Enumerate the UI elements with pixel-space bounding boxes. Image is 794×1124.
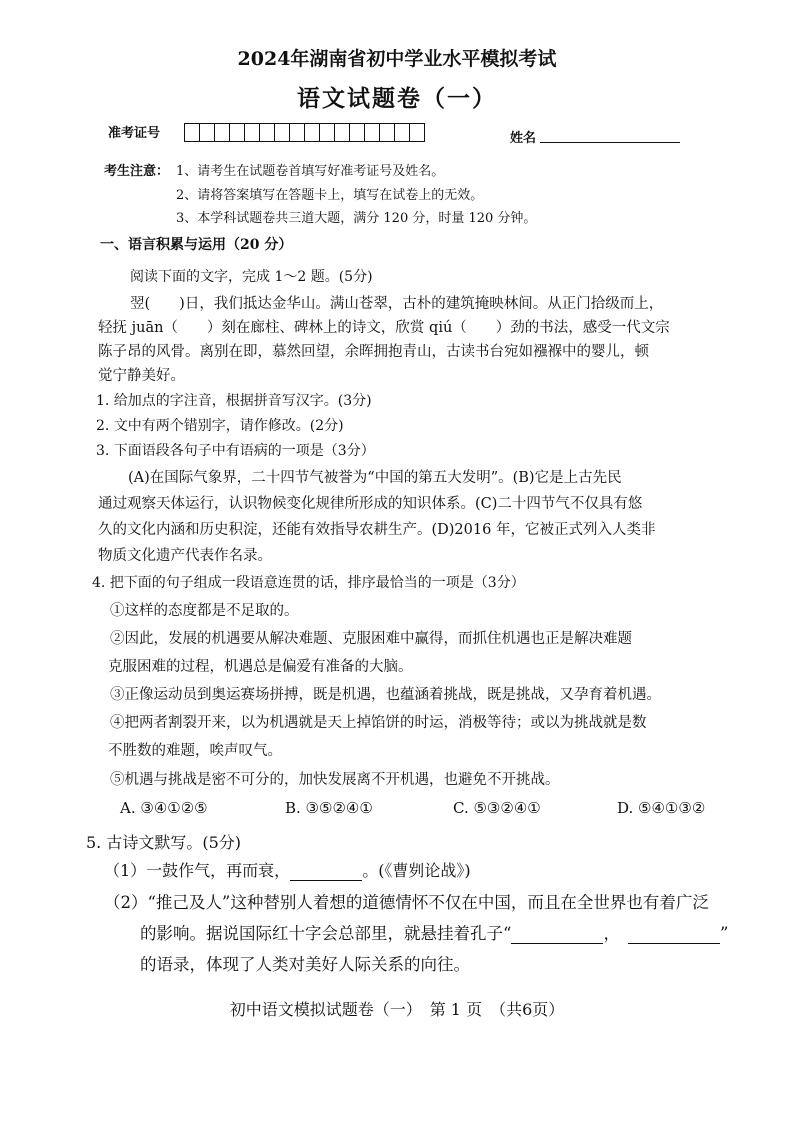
q3-line: 久的文化内涵和历史积淀，还能有效指导农耕生产。(D)2016 年，它被正式列入人类非 bbox=[98, 522, 656, 538]
reading-intro: 阅读下面的文字，完成 1～2 题。(5分) bbox=[130, 269, 373, 285]
passage-line: 觉宁静美好。 bbox=[98, 368, 185, 384]
q3-line: (A)在国际气象界，二十四节气被誉为“中国的第五大发明”。(B)它是上古先民 bbox=[128, 470, 622, 486]
candidate-id-boxes[interactable] bbox=[184, 123, 425, 142]
passage-line: 轻抚 juān（ ）刻在廊柱、碑林上的诗文，欣赏 qiú（ ）劲的书法，感受一代文宗 bbox=[98, 320, 670, 336]
q5-1-prompt: （1）一鼓作气，再而衰， bbox=[104, 861, 291, 880]
id-digit-box[interactable] bbox=[395, 124, 410, 141]
q4-sentence: ②因此，发展的机遇要从解决难题、克服困难中赢得，而抓住机遇也正是解决难题 bbox=[110, 631, 632, 647]
page-footer: 初中语文模拟试题卷（一） 第 1 页 （共6页） bbox=[229, 1000, 565, 1019]
id-digit-box[interactable] bbox=[305, 124, 320, 141]
section-heading: 一、语言积累与运用（20 分） bbox=[100, 237, 293, 253]
notice-item: 1、请考生在试题卷首填写好准考证号及姓名。 bbox=[176, 164, 445, 179]
id-digit-box[interactable] bbox=[320, 124, 335, 141]
q4-sentence: ⑤机遇与挑战是密不可分的，加快发展离不开机遇，也避免不开挑战。 bbox=[110, 772, 560, 788]
id-digit-box[interactable] bbox=[245, 124, 260, 141]
question-3: 3. 下面语段各句子中有语病的一项是（3分） bbox=[96, 443, 375, 459]
id-digit-box[interactable] bbox=[335, 124, 350, 141]
q4-sentence: 克服困难的过程，机遇总是偏爱有准备的大脑。 bbox=[108, 659, 413, 675]
candidate-id-label: 准考证号 bbox=[108, 126, 161, 141]
q5-1 bbox=[104, 858, 471, 881]
answer-blank[interactable] bbox=[290, 861, 362, 881]
id-digit-box[interactable] bbox=[410, 124, 424, 141]
id-digit-box[interactable] bbox=[350, 124, 365, 141]
id-digit-box[interactable] bbox=[230, 124, 245, 141]
exam-title: 2024年湖南省初中学业水平模拟考试 bbox=[237, 48, 557, 70]
paper-subtitle: 语文试题卷（一） bbox=[297, 85, 497, 112]
q3-line: 通过观察天体运行，认识物候变化规律所形成的知识体系。(C)二十四节气不仅具有悠 bbox=[98, 496, 643, 512]
q5-1-source: 。(《曹刿论战》) bbox=[362, 861, 471, 880]
id-digit-box[interactable] bbox=[275, 124, 290, 141]
q5-2-line3: 的语录，体现了人类对美好人际关系的向往。 bbox=[140, 955, 470, 974]
id-digit-box[interactable] bbox=[185, 124, 200, 141]
id-digit-box[interactable] bbox=[380, 124, 395, 141]
question-2: 2. 文中有两个错别字，请作修改。(2分) bbox=[96, 418, 344, 434]
comma: ， bbox=[603, 924, 620, 943]
q4-sentence: ①这样的态度都是不足取的。 bbox=[110, 603, 299, 619]
q4-sentence: ④把两者割裂开来，以为机遇就是天上掉馅饼的时运，消极等待；或以为挑战就是数 bbox=[110, 715, 647, 731]
passage-line: 陈子昂的风骨。离别在即，慕然回望，余晖拥抱青山，古读书台宛如襁褓中的婴儿，顿 bbox=[98, 344, 649, 360]
question-1: 1. 给加点的字注音，根据拼音写汉字。(3分) bbox=[96, 393, 372, 409]
q4-sentence: 不胜数的难题，唉声叹气。 bbox=[108, 743, 282, 759]
q4-option-d[interactable]: D. ⑤④①③② bbox=[617, 799, 706, 817]
question-4: 4. 把下面的句子组成一段语意连贯的话，排序最恰当的一项是（3分） bbox=[92, 575, 525, 591]
id-digit-box[interactable] bbox=[215, 124, 230, 141]
q5-2-line1: （2）“推己及人”这种替别人着想的道德情怀不仅在中国，而且在全世界也有着广泛 bbox=[104, 893, 709, 912]
close-quote: ” bbox=[719, 924, 729, 943]
candidate-name-line[interactable] bbox=[540, 142, 680, 143]
answer-blank[interactable] bbox=[511, 924, 603, 944]
q5-2-prompt: 的影响。据说国际红十字会总部里，就悬挂着孔子“ bbox=[140, 924, 512, 943]
q4-option-c[interactable]: C. ⑤③②④① bbox=[453, 799, 541, 817]
notice-item: 2、请将答案填写在答题卡上，填写在试卷上的无效。 bbox=[176, 188, 484, 203]
passage-line: 翌( )日，我们抵达金华山。满山苍翠，古朴的建筑掩映林间。从正门拾级而上， bbox=[130, 296, 664, 312]
notice-item: 3、本学科试题卷共三道大题，满分 120 分，时量 120 分钟。 bbox=[176, 211, 537, 226]
q3-line: 物质文化遗产代表作名录。 bbox=[98, 548, 272, 564]
q5-2-line2 bbox=[140, 920, 728, 944]
candidate-name-label: 姓名 bbox=[510, 131, 537, 146]
id-digit-box[interactable] bbox=[290, 124, 305, 141]
q4-option-b[interactable]: B. ③⑤②④① bbox=[285, 799, 373, 817]
question-5: 5. 古诗文默写。(5分) bbox=[86, 833, 242, 852]
id-digit-box[interactable] bbox=[260, 124, 275, 141]
q4-sentence: ③正像运动员到奥运赛场拼搏，既是机遇，也蕴涵着挑战，既是挑战，又孕育着机遇。 bbox=[110, 687, 661, 703]
id-digit-box[interactable] bbox=[365, 124, 380, 141]
notice-label: 考生注意： bbox=[104, 164, 170, 179]
answer-blank[interactable] bbox=[628, 924, 720, 944]
id-digit-box[interactable] bbox=[200, 124, 215, 141]
q4-option-a[interactable]: A. ③④①②⑤ bbox=[120, 799, 208, 817]
